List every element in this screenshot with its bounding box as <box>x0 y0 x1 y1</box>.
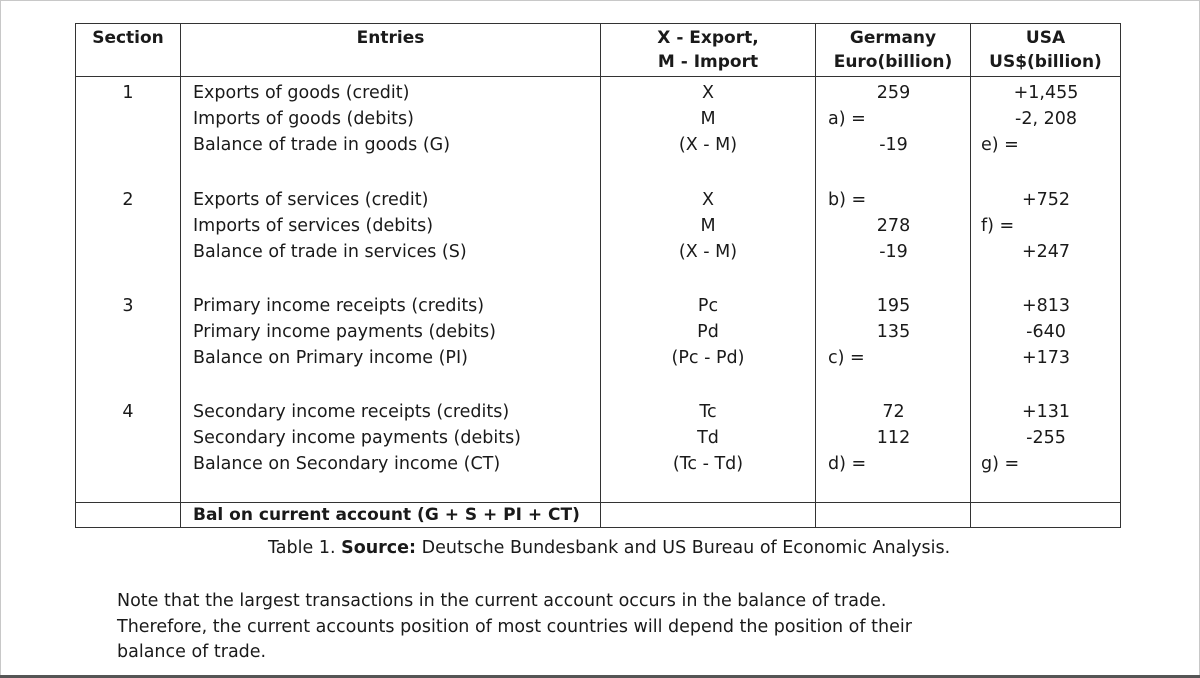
usa-answer-blank: e) = <box>981 134 1019 155</box>
entry-label: Secondary income payments (debits) <box>193 427 522 448</box>
export-import-code: Td <box>697 427 719 448</box>
entry-label: Balance of trade in goods (G) <box>193 134 451 155</box>
entry-label: Secondary income receipts (credits) <box>193 401 510 422</box>
entries-cell <box>181 396 601 503</box>
germany-answer-blank: b) = <box>828 189 867 210</box>
usa-row <box>971 187 1120 213</box>
export-import-cell <box>601 396 816 503</box>
export-import-cell <box>601 184 816 290</box>
section-number: 1 <box>122 82 134 103</box>
germany-answer-blank: a) = <box>828 108 866 129</box>
germany-row <box>816 399 970 425</box>
export-import-code: M <box>700 215 716 236</box>
entry-label: Balance on Secondary income (CT) <box>193 453 501 474</box>
usa-row <box>971 399 1120 425</box>
germany-row <box>816 80 970 106</box>
section-number-cell <box>76 184 181 290</box>
usa-cell <box>971 396 1121 503</box>
germany-value: 259 <box>876 82 911 103</box>
entry-label: Primary income payments (debits) <box>193 321 496 342</box>
germany-value: 135 <box>876 321 911 342</box>
header-xm-line2: M - Import <box>657 52 759 72</box>
header-usa <box>971 24 1121 77</box>
note-line-2: Therefore, the current accounts position of most countries will depend the position of their <box>117 616 912 637</box>
entry-label: Exports of services (credit) <box>193 189 429 210</box>
usa-row <box>971 106 1120 132</box>
export-import-code: X <box>702 189 714 210</box>
entries-cell <box>181 184 601 290</box>
germany-row <box>816 239 970 265</box>
entry-label: Imports of services (debits) <box>193 215 434 236</box>
germany-value: 112 <box>876 427 911 448</box>
export-import-code: M <box>700 108 716 129</box>
germany-cell <box>816 396 971 503</box>
usa-row <box>971 213 1120 239</box>
section-number: 2 <box>122 189 134 210</box>
footer-xm-cell <box>601 503 816 528</box>
section-group-row <box>76 184 1121 290</box>
germany-row <box>816 319 970 345</box>
export-import-code: Tc <box>699 401 717 422</box>
header-entries <box>181 24 601 77</box>
entry-label: Primary income receipts (credits) <box>193 295 485 316</box>
usa-answer-blank: g) = <box>981 453 1020 474</box>
usa-row <box>971 319 1120 345</box>
entries-cell <box>181 77 601 185</box>
usa-cell <box>971 77 1121 185</box>
table-header-row <box>76 24 1121 77</box>
export-import-code: (X - M) <box>678 241 738 262</box>
usa-value: +1,455 <box>1013 82 1079 103</box>
usa-row <box>971 132 1120 158</box>
note-line-1: Note that the largest transactions in the current account occurs in the balance of trade. <box>117 591 887 611</box>
footer-section-cell <box>76 503 181 528</box>
header-section <box>76 24 181 77</box>
usa-cell <box>971 184 1121 290</box>
export-import-code: X <box>702 82 714 103</box>
germany-row <box>816 293 970 319</box>
header-usa-line2: US$(billion) <box>989 52 1102 72</box>
section-number-cell <box>76 396 181 503</box>
germany-row <box>816 451 970 477</box>
usa-value: -255 <box>1026 427 1066 448</box>
germany-value: -19 <box>879 134 908 155</box>
usa-row <box>971 425 1120 451</box>
usa-value: -2, 208 <box>1015 108 1077 129</box>
usa-row <box>971 293 1120 319</box>
header-entries-label: Entries <box>356 28 425 48</box>
entry-label: Exports of goods (credit) <box>193 82 410 103</box>
header-xm-line1: X - Export, <box>657 28 759 48</box>
usa-value: -640 <box>1026 321 1066 342</box>
caption-prefix: Table 1. <box>268 538 336 558</box>
export-import-code: Pc <box>697 295 719 316</box>
footer-entry: Bal on current account (G + S + PI + CT) <box>181 503 601 528</box>
header-germany-line2: Euro(billion) <box>833 52 953 72</box>
export-import-code: (X - M) <box>678 134 738 155</box>
usa-cell <box>971 290 1121 396</box>
section-group-row <box>76 396 1121 503</box>
usa-value: +131 <box>1021 401 1071 422</box>
section-number-cell <box>76 77 181 185</box>
export-import-cell <box>601 77 816 185</box>
note-line-3: balance of trade. <box>117 642 267 662</box>
germany-row <box>816 132 970 158</box>
usa-value: +247 <box>1021 241 1071 262</box>
germany-cell <box>816 184 971 290</box>
usa-value: +813 <box>1021 295 1071 316</box>
export-import-code: (Tc - Td) <box>672 453 744 474</box>
germany-answer-blank: d) = <box>828 453 867 474</box>
entry-label: Balance of trade in services (S) <box>193 241 467 262</box>
germany-row <box>816 187 970 213</box>
entry-label: Imports of goods (debits) <box>193 108 414 129</box>
germany-row <box>816 425 970 451</box>
usa-value: +173 <box>1021 347 1071 368</box>
germany-value: -19 <box>879 241 908 262</box>
section-number-cell <box>76 290 181 396</box>
germany-value: 72 <box>882 401 905 422</box>
section-number: 3 <box>122 295 134 316</box>
footer-germany-cell <box>816 503 971 528</box>
caption-source-label: Source: <box>341 538 417 558</box>
germany-row <box>816 106 970 132</box>
entry-label: Balance on Primary income (PI) <box>193 347 468 368</box>
usa-row <box>971 345 1120 371</box>
export-import-code: Pd <box>697 321 719 342</box>
header-usa-line1: USA <box>1025 28 1066 48</box>
footer-usa-cell <box>971 503 1121 528</box>
germany-answer-blank: c) = <box>828 347 865 368</box>
germany-row <box>816 213 970 239</box>
usa-row <box>971 451 1120 477</box>
section-number: 4 <box>122 401 134 422</box>
current-account-row <box>76 503 1121 528</box>
header-germany-line1: Germany <box>849 28 937 48</box>
export-import-code: (Pc - Pd) <box>671 347 745 368</box>
germany-row <box>816 345 970 371</box>
germany-value: 195 <box>876 295 911 316</box>
usa-row <box>971 239 1120 265</box>
germany-cell <box>816 290 971 396</box>
germany-value: 278 <box>876 215 911 236</box>
export-import-cell <box>601 290 816 396</box>
entries-cell <box>181 290 601 396</box>
section-group-row <box>76 77 1121 185</box>
table-caption <box>268 536 950 560</box>
header-export-import <box>601 24 816 77</box>
germany-cell <box>816 77 971 185</box>
section-group-row <box>76 290 1121 396</box>
note-paragraph <box>117 589 1117 666</box>
usa-value: +752 <box>1021 189 1071 210</box>
caption-source-text: Deutsche Bundesbank and US Bureau of Economic Analysis. <box>421 538 951 558</box>
balance-of-payments-table <box>75 23 1121 528</box>
usa-answer-blank: f) = <box>981 215 1015 236</box>
usa-row <box>971 80 1120 106</box>
header-germany <box>816 24 971 77</box>
header-section-label: Section <box>92 28 164 48</box>
